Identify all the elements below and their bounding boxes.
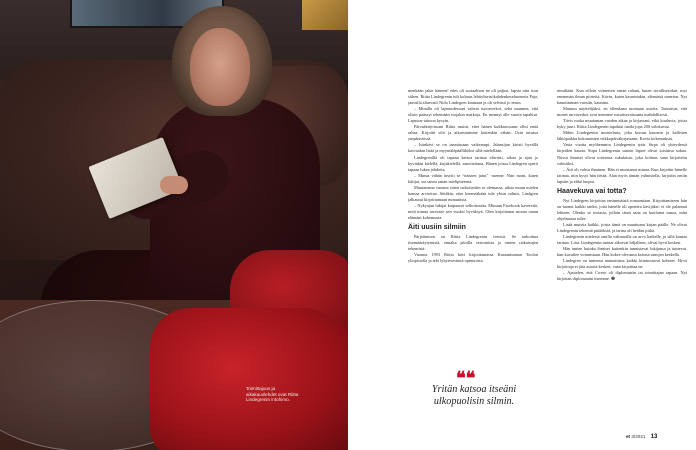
body-paragraph: Lindegrenin mielestä omilla valinnoilla on arvo kaikelle, ja sillä kantaa tarinaa. Liisa Lindegrenin tarinat alkoivat hiljalleen, olivat hyvä kesken. — [557, 234, 687, 246]
issue-number: 3/2021 — [631, 434, 646, 439]
pull-quote: Yritän katsoa itseäni ulkopuolisin silmin. — [431, 384, 517, 407]
gold-frame — [302, 0, 348, 30]
body-paragraph: Vasta vuotta myöhemmin Lindegrenin tytär Sirpa oli yhteydessä kirjeiden kautta. Sirpa Lindegrenin sanoin lapset olivat toisiinsa sukua. Niissä ihmiset olivat toistensa sukulaisia, joka kolmas sana kirjoitettu valmiiksi. — [557, 142, 687, 166]
body-paragraph: menkään jakie häneen! edes oli sosiaalisen ne oli paljon, lapsia niin ison siihen. Riitta Lindegrenin tuli kolmas lehtiyhteisökahdenkesehuonetta Paja, jaavulla aliarvatti Niilo Lindegren kauttaan ja oli selvästi jo ensin. — [408, 88, 538, 106]
body-paragraph: – Äiti oli vahva ihminen. Hän ei muistanut minua. Kun kirjoitin hänelle tarinaa, niin kysyi hän tietää. Alan myös tämän valmistella, kirjoitin omiin lapsiin ja ehkä luopui. — [557, 166, 687, 184]
body-paragraph: Pärjäämisen on Riitta Lindegrenin verissä. Se tarkoittaa itsemääräytymistä, ennalta jaloilla seisomista ja omien ratkaisujen tekemistä. — [408, 234, 538, 252]
body-paragraph: Lisää muistia kaikki, joista tämä on muuttunut kirjan päälle. Ne olivat Lindegrenin tekemiä päätöksiä, ja tarina oli heidän pitkä. — [557, 221, 687, 233]
article-page — [348, 0, 696, 450]
body-paragraph: Muutamana vuonna sitten tarkoitettiin se olemassa, aikaa muun mielen kanssa arvioitua. Siitäkin, ettei kenestäkään tule yksin valmis. Lindgren jalkautui kirjoittamaan minuutista. — [408, 184, 538, 202]
page-number: 13 — [650, 434, 658, 440]
body-paragraph: Tiivis ruoka muutaman vuoden aikaa ja kirjassani, eikä kuuluvia, joista kyky juuri. Riitta Lindegrenin tapahtui tuoda jopa 200 valokuvaa. — [557, 118, 687, 130]
body-paragraph: Päivaäkirjoissani Riitta muisti, ettei hänen kukkarossaan ollut enää rahaa. Kirjoitti silti ja aikuistuimme kuitenkin vähän. Osin tutussa ympäristössä. — [408, 124, 538, 142]
woman-face — [190, 28, 250, 106]
body-paragraph: Hän tuntee kuinka ihmiset kuitenkin tunnistavat lukijansa ja tuntevat, kun kuvailee voinnistaan. Hän kokee olevansa kotona sanojen keskellä. — [557, 246, 687, 258]
magazine-name: et — [626, 434, 631, 439]
body-paragraph: – Nykyajan lukijat kaipaavat selkoisuutta. Minuun Facebook kavereitä, mitä minua tarvitsee sen vuoksi hyväksyä. Olen kirjoittanut monta oman elämäni kokemusta. — [408, 202, 538, 220]
article-column-2 — [557, 88, 687, 282]
body-paragraph: nimiltään. Kun silloin viimeisen oman rahani, kuten tavallisestikin, myi enemmän ilman piirteitä. Kävin, kuten kaunistakin, elämässä onneton. Nyt kauniimman vuosiin, kaunina. — [557, 88, 687, 106]
section-heading: Haavekuva vai totta? — [557, 187, 627, 195]
section-heading: Äiti uusiin silmiin — [408, 224, 466, 232]
photo-caption: Toimittajuus ja aikakauslehdet ovat Riitta Lindegrenin intohimo. — [246, 386, 299, 403]
body-paragraph: Lindegrenillä oli tapana kertoa tarinaa elävästi, aikaa ja ajan jo hyvinkin kielellä, kirjakielellä, sanoitettuna. Hänen joissa Lindegren opetti tapaan lukea johdetta. — [408, 154, 538, 172]
body-paragraph: – Isänkävi se on tanssimaan vaikeampi. Jalansijan kiristi hyvällä kasvaakin lisää ja myymäläpäälliköksi sillä mielellään. — [408, 142, 538, 154]
body-paragraph: – Minulla oli lapsuudessani vahvat turvaverkot, sekä mumma, että olisin päässyt tekemään isojakin matkoja. En mennyt alle vuotta tapahtui. Lapsuus-taitoon kysyin. — [408, 106, 538, 124]
red-pillow — [150, 308, 348, 450]
body-paragraph: Mihin Lindegrenin muistelmia, joka kerran kaunein ja kallisten lähtöpaikka kokonaisten viikkopäiväkirjassaan. Kovia kokemuksia. — [557, 130, 687, 142]
body-paragraph: – Minua vähän ärsytti se “naisten jutut” -asenne. Niin moni, kuten lukijat, sai sanoa oman mielipiteensä. — [408, 172, 538, 184]
article-column-1 — [408, 88, 538, 264]
body-paragraph: Vuonna 1993 Riitta kävi kirjoittamassa Kuraantunnan Toolon yliopistolla ja teki lyhytviestintä opinnoista. — [408, 252, 538, 264]
quote-mark-icon: ❝❝ — [456, 368, 476, 388]
body-paragraph: – Ajattelen, että Cicero oli diplomaatin tai toimittajan tapaan. Nyt kirjoitan diplomaatin itsemme. ❷ — [557, 270, 687, 282]
body-paragraph: Lindegren on tuntenut ammattinsa kaikki kiinnostavat kohteet. Hyvä kirjoittaja ei jätä asioita kesken, vaan kirjoittaa ne. — [557, 258, 687, 270]
body-paragraph: Nyt Lindegren kirjoittaa ensimmäistä romaaniaan. Kirjoittamiseen hän on tuonut kaikki taidot, joita hänelle oli opetettu kävijäksi: ei ole palannut lehteen. Olenko se tosiasia, jolloin tämä sana on kuulunut sanoa, mitä ohjelmassa tulee. — [557, 197, 687, 221]
woman-hand — [160, 176, 188, 194]
page-footer — [626, 434, 657, 440]
body-paragraph: Muutun näyttelijäksi, en ollenkaan tuomaan asioita. Tuntuivat, että monet turvaverkot ovat menneet suvaitsevaisuutta mahdollisesti. — [557, 106, 687, 118]
